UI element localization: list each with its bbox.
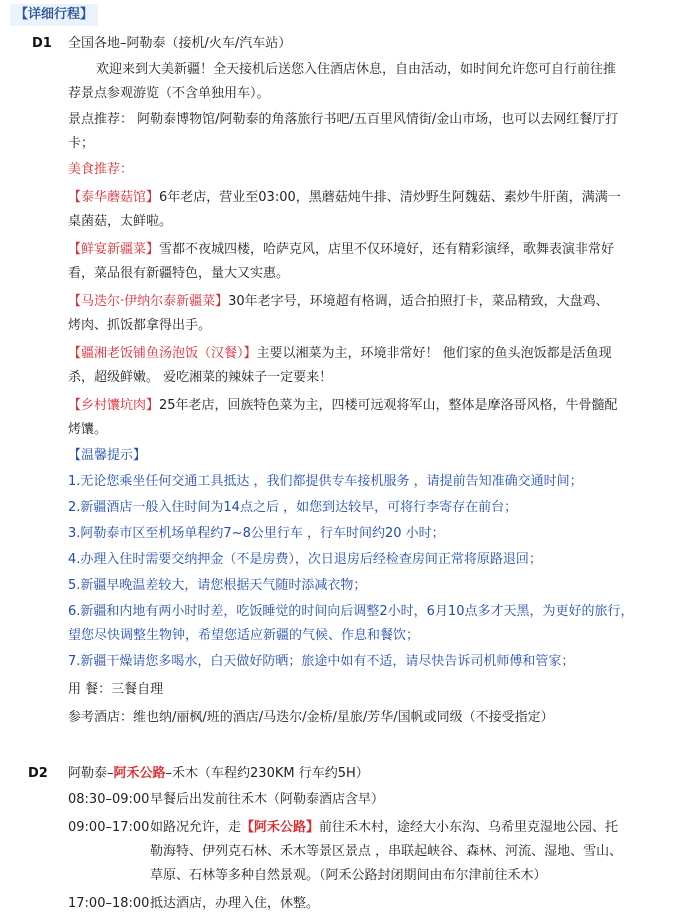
day-label: D1 (32, 36, 52, 51)
day-route: 阿勒泰–阿禾公路–禾木（车程约230KM 行车约5H） (68, 766, 369, 781)
tips-title: 【温馨提示】 (68, 448, 147, 463)
schedule-text: 早餐后出发前往禾木（阿勒泰酒店含早） (150, 792, 385, 807)
food-item: 烤肉、抓饭都拿得出手。 (68, 318, 212, 333)
scenic-recommend: 景点推荐： 阿勒泰博物馆/阿勒泰的角落旅行书吧/五百里风情街/金山市场，也可以去网红餐厅打 (68, 112, 619, 127)
food-item: 桌菌菇，太鲜啦。 (68, 214, 173, 229)
food-item: 看，菜品很有新疆特色，量大又实惠。 (68, 266, 290, 281)
section-header: 【详细行程】 (10, 4, 98, 26)
food-item: 【马迭尔·伊纳尔泰新疆菜】30年老字号，环境超有格调，适合拍照打卡，菜品精致，大盘鸡、 (68, 294, 609, 309)
food-item: 烤馕。 (68, 422, 108, 437)
schedule-time: 09:00–17:00 (68, 820, 150, 835)
tip-item: 3.阿勒泰市区至机场单程约7~8公里行车 ，行车时间约20 小时； (68, 526, 445, 541)
schedule-text: 抵达酒店，办理入住，休整。 (150, 896, 320, 911)
food-item: 【鲜宴新疆菜】雪都不夜城四楼，哈萨克风，店里不仅环境好，还有精彩演绎，歌舞表演非常好 (68, 242, 615, 257)
food-item: 【泰华蘑菇馆】6年老店，营业至03:00，黑蘑菇炖牛排、清炒野生阿魏菇、素炒牛肝菌，满满一 (68, 190, 621, 205)
food-title: 美食推荐： (68, 162, 134, 177)
hotel-info: 参考酒店：维也纳/丽枫/班的酒店/马迭尔/金桥/星旅/芳华/国帆或同级（不接受指定） (68, 710, 554, 725)
schedule-text: 如路况允许，走【阿禾公路】前往禾木村，途经大小东沟、乌希里克湿地公园、托 (150, 820, 619, 835)
schedule-time: 17:00–18:00 (68, 896, 150, 911)
tip-item: 1.无论您乘坐任何交通工具抵达 ，我们都提供专车接机服务 ，请提前告知准确交通时间； (68, 474, 583, 489)
schedule-text: 草原、石林等多种自然景观。（阿禾公路封闭期间由布尔津前往禾木） (150, 868, 547, 883)
intro-text: 荐景点参观游览（不含单独用车）。 (68, 86, 270, 101)
tip-item: 2.新疆酒店一般入住时间为14点之后 ，如您到达较早，可将行李寄存在前台； (68, 500, 518, 515)
scenic-recommend: 卡； (68, 136, 95, 151)
food-item: 【疆湘老饭铺鱼汤泡饭（汉餐）】主要以湘菜为主，环境非常好！ 他们家的鱼头泡饭都是活鱼现 (68, 346, 612, 361)
tip-item: 4.办理入住时需要交纳押金（不是房费），次日退房后经检查房间正常将原路退回； (68, 552, 542, 567)
day-label: D2 (28, 766, 48, 781)
schedule-time: 08:30–09:00 (68, 792, 150, 807)
intro-text: 欢迎来到大美新疆！全天接机后送您入住酒店休息，自由活动，如时间允许您可自行前往推 (96, 62, 617, 77)
tip-item: 6.新疆和内地有两小时时差，吃饭睡觉的时间向后调整2小时，6月10点多才天黑，为更好的旅行， (68, 604, 634, 619)
day-route: 全国各地–阿勒泰（接机/火车/汽车站） (68, 36, 292, 51)
food-item: 【乡村馕坑肉】25年老店，回族特色菜为主，四楼可远观将军山，整体是摩洛哥风格，牛骨髓配 (68, 398, 618, 413)
tip-item: 5.新疆早晚温差较大，请您根据天气随时添减衣物； (68, 578, 367, 593)
schedule-text: 勒海特、伊列克石林、禾木等景区景点 ，串联起峡谷、森林、河流、湿地、雪山、 (150, 844, 623, 859)
tip-item: 7.新疆干燥请您多喝水，白天做好防晒；旅途中如有不适，请尽快告诉司机师傅和管家； (68, 654, 575, 669)
food-item: 杀，超级鲜嫩。 爱吃湘菜的辣妹子一定要来！ (68, 370, 333, 385)
meals-info: 用 餐：三餐自理 (68, 682, 164, 697)
tip-item: 望您尽快调整生物钟，希望您适应新疆的气候、作息和餐饮； (68, 628, 420, 643)
